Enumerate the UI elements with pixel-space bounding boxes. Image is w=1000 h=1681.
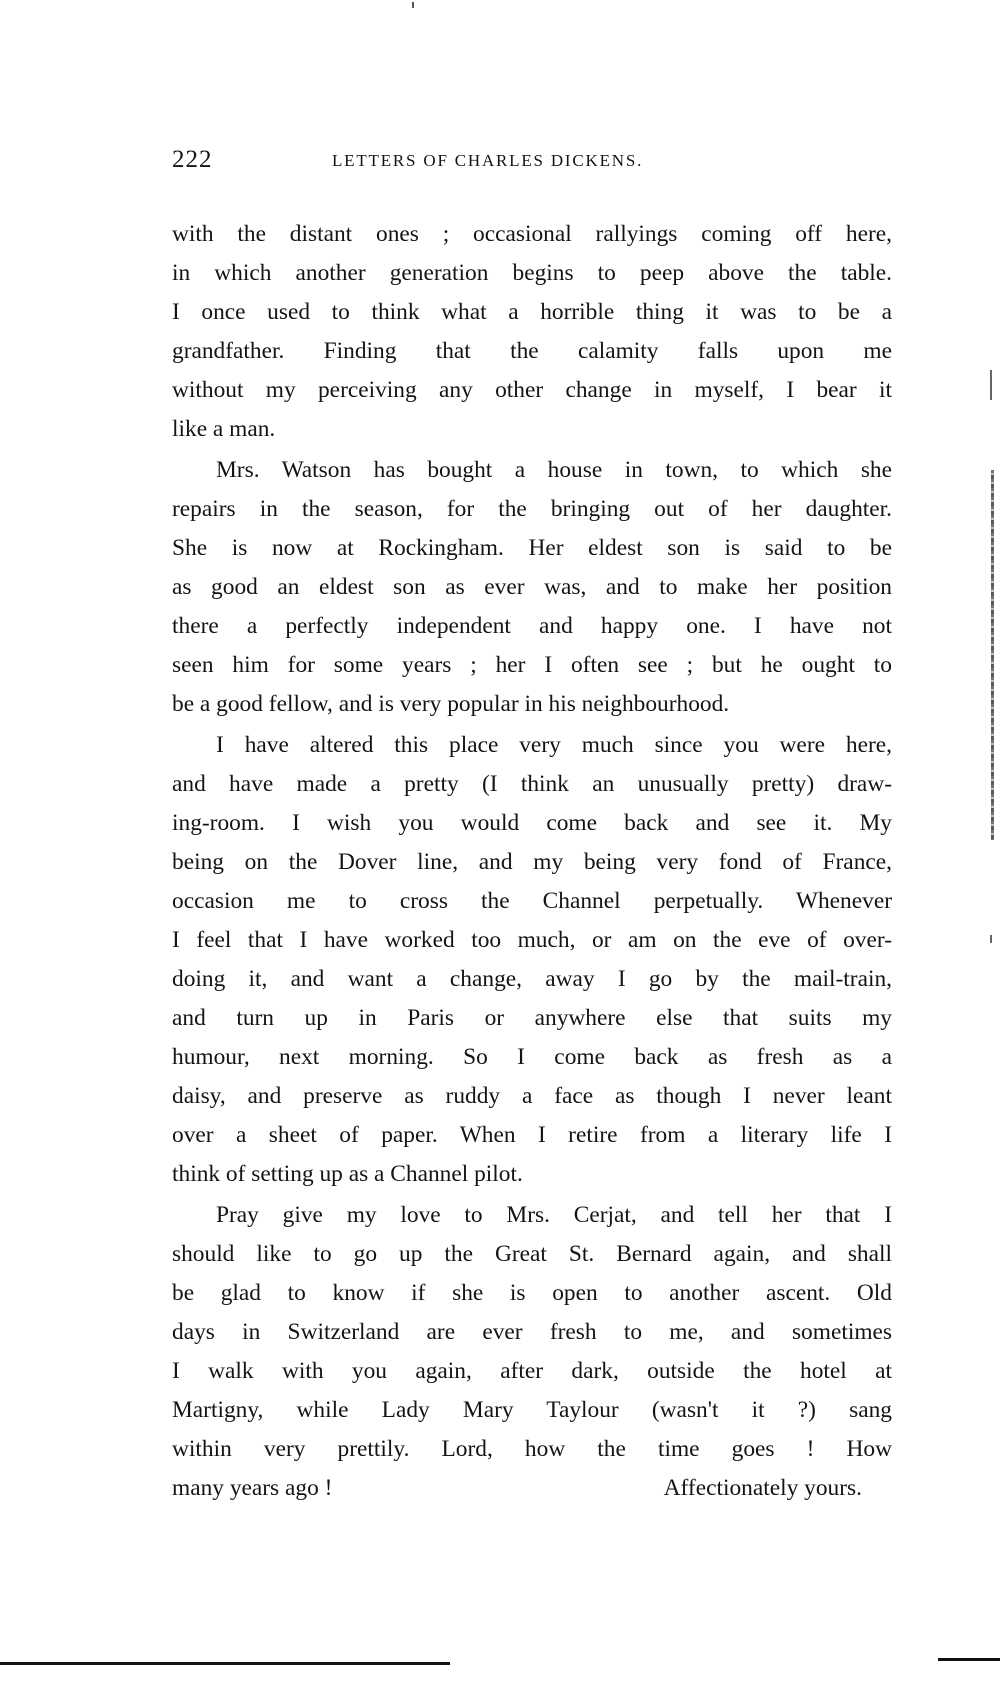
edge-mark <box>990 935 992 943</box>
text-line: think of setting up as a Channel pilot. <box>172 1161 523 1187</box>
edge-mark <box>990 370 992 400</box>
text-line: grandfather. Finding that the calamity falls upon me <box>172 338 892 364</box>
valediction: Affectionately yours. <box>663 1475 862 1501</box>
text-line: I once used to think what a horrible thing it was to be a <box>172 299 892 325</box>
paragraph <box>172 1196 892 1508</box>
closing-line <box>172 1469 892 1508</box>
text-line: occasion me to cross the Channel perpetually. Whenever <box>172 888 892 914</box>
final-sentence: many years ago ! <box>172 1475 333 1501</box>
text-line: Mrs. Watson has bought a house in town, to which she <box>216 457 892 483</box>
text-line: Pray give my love to Mrs. Cerjat, and tell her that I <box>216 1202 892 1228</box>
running-title: LETTERS OF CHARLES DICKENS. <box>332 151 644 170</box>
paragraph <box>172 215 892 449</box>
text-line: ing-room. I wish you would come back and see it. My <box>172 810 892 836</box>
text-line: there a perfectly independent and happy one. I have not <box>172 613 892 639</box>
text-line: She is now at Rockingham. Her eldest son is said to be <box>172 535 892 561</box>
binding-edge-shadow <box>991 470 994 840</box>
text-line: be glad to know if she is open to another ascent. Old <box>172 1280 892 1306</box>
text-line: over a sheet of paper. When I retire from a literary life I <box>172 1122 892 1148</box>
text-line: I have altered this place very much since you were here, <box>216 732 892 758</box>
text-line: doing it, and want a change, away I go by the mail-train, <box>172 966 892 992</box>
page-header <box>172 146 892 186</box>
page-number: 222 <box>172 146 213 173</box>
text-line: I walk with you again, after dark, outside the hotel at <box>172 1358 892 1384</box>
text-line: and have made a pretty (I think an unusually pretty) draw- <box>172 771 892 797</box>
text-line: with the distant ones ; occasional rallyings coming off here, <box>172 221 892 247</box>
text-line: daisy, and preserve as ruddy a face as though I never leant <box>172 1083 892 1109</box>
scan-bottom-edge <box>938 1658 1000 1661</box>
text-line: I feel that I have worked too much, or am on the eve of over- <box>172 927 892 953</box>
text-line: and turn up in Paris or anywhere else that suits my <box>172 1005 892 1031</box>
text-line: humour, next morning. So I come back as fresh as a <box>172 1044 892 1070</box>
paragraph <box>172 726 892 1194</box>
text-line: Martigny, while Lady Mary Taylour (wasn't it ?) sang <box>172 1397 892 1423</box>
text-line: being on the Dover line, and my being very fond of France, <box>172 849 892 875</box>
letter-body <box>172 215 892 1510</box>
text-line: repairs in the season, for the bringing out of her daughter. <box>172 496 892 522</box>
text-line: should like to go up the Great St. Bernard again, and shall <box>172 1241 892 1267</box>
paragraph <box>172 451 892 724</box>
text-line: within very prettily. Lord, how the time goes ! How <box>172 1436 892 1462</box>
text-line: be a good fellow, and is very popular in his neighbourhood. <box>172 691 730 717</box>
scan-bottom-edge <box>0 1662 450 1665</box>
text-line: seen him for some years ; her I often see ; but he ought to <box>172 652 892 678</box>
text-line: days in Switzerland are ever fresh to me, and sometimes <box>172 1319 892 1345</box>
scan-mark <box>412 2 414 8</box>
text-line: as good an eldest son as ever was, and to make her position <box>172 574 892 600</box>
text-line: like a man. <box>172 416 276 442</box>
text-line: in which another generation begins to peep above the table. <box>172 260 892 286</box>
text-line: without my perceiving any other change in myself, I bear it <box>172 377 892 403</box>
